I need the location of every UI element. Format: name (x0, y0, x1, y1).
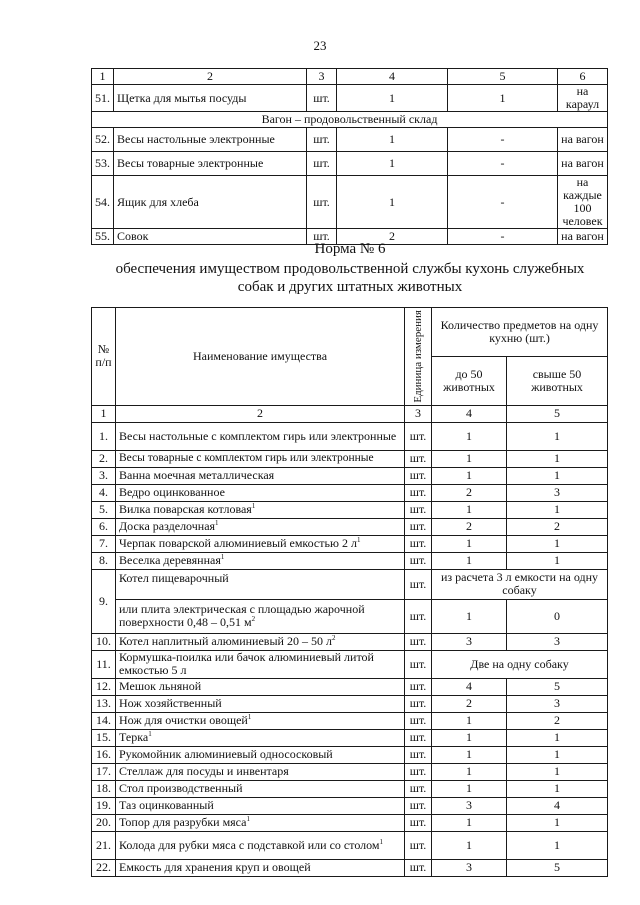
item-name: Терка (119, 730, 149, 745)
table-row (92, 484, 608, 501)
footnote-mark: 1 (148, 730, 152, 739)
unit: шт. (405, 501, 432, 518)
table-row (92, 518, 608, 535)
item-name: Ящик для хлеба (114, 176, 307, 229)
footnote-mark: 1 (251, 502, 256, 511)
header-unit-text: Единица измерения (411, 310, 424, 403)
value-col6: на вагон (558, 229, 608, 245)
unit: шт. (405, 712, 432, 729)
unit: шт. (405, 695, 432, 712)
table-row (92, 678, 608, 695)
item-name: Черпак поварской алюминиевый емкостью 2 л (119, 536, 357, 551)
value-col6: на вагон (558, 128, 608, 152)
qty-over-50: 1 (507, 501, 608, 518)
value-col4: 2 (337, 229, 448, 245)
qty-up-to-50: 3 (432, 633, 507, 650)
table-row (92, 152, 608, 176)
unit: шт. (405, 814, 432, 831)
qty-up-to-50: 1 (432, 729, 507, 746)
footnote-mark: 2 (331, 634, 336, 643)
qty-over-50: 5 (507, 678, 608, 695)
header-row (92, 308, 608, 357)
row-number: 53. (92, 152, 114, 176)
value-col4: 1 (337, 128, 448, 152)
item-name: Ведро оцинкованное (116, 484, 405, 501)
item-name: Таз оцинкованный (116, 797, 405, 814)
table-row (92, 729, 608, 746)
header-cell: 3 (307, 69, 337, 85)
header-number-row (92, 69, 608, 85)
qty-up-to-50: 2 (432, 518, 507, 535)
item-name-cell (116, 535, 405, 552)
header-up-to-50: до 50 животных (432, 356, 507, 405)
unit: шт. (307, 229, 337, 245)
row-number: 3. (92, 467, 116, 484)
row-number: 51. (92, 85, 114, 112)
item-name: Весы настольные с комплектом гирь или электронные (116, 422, 405, 450)
table-row (92, 814, 608, 831)
row-number: 12. (92, 678, 116, 695)
norm-table (91, 307, 608, 877)
footnote-mark: 1 (246, 815, 250, 824)
header-cell: 1 (92, 405, 116, 422)
row-number: 14. (92, 712, 116, 729)
qty-over-50: 1 (507, 450, 608, 467)
qty-over-50: 1 (507, 746, 608, 763)
table-row (92, 128, 608, 152)
item-name: Мешок льняной (116, 678, 405, 695)
table-row (92, 535, 608, 552)
header-cell: 5 (448, 69, 558, 85)
item-name-cell (116, 599, 405, 633)
item-name-cell (116, 712, 405, 729)
unit: шт. (405, 729, 432, 746)
item-name: Топор для разрубки мяса (119, 815, 247, 830)
section-row (92, 112, 608, 128)
unit: шт. (307, 85, 337, 112)
page-number: 23 (313, 38, 327, 53)
qty-up-to-50: 1 (432, 535, 507, 552)
qty-up-to-50: 3 (432, 859, 507, 876)
item-name-cell (116, 552, 405, 569)
item-name: Веселка деревянная (119, 553, 221, 568)
qty-merged: Две на одну собаку (432, 650, 608, 678)
unit: шт. (405, 467, 432, 484)
header-cell: 5 (507, 405, 608, 422)
unit: шт. (307, 128, 337, 152)
qty-over-50: 5 (507, 859, 608, 876)
item-name: Весы товарные с комплектом гирь или электронные (116, 450, 405, 467)
item-name: Котел наплитный алюминиевый 20 – 50 л (119, 634, 332, 649)
item-name: Котел пищеварочный (116, 569, 405, 599)
qty-up-to-50: 1 (432, 831, 507, 859)
row-number: 20. (92, 814, 116, 831)
item-name: Ванна моечная металлическая (116, 467, 405, 484)
item-name: Кормушка-поилка или бачок алюминиевый литой емкостью 5 л (116, 650, 405, 678)
unit: шт. (405, 780, 432, 797)
qty-up-to-50: 2 (432, 695, 507, 712)
qty-over-50: 1 (507, 535, 608, 552)
unit: шт. (405, 678, 432, 695)
table-row (92, 797, 608, 814)
table-row (92, 831, 608, 859)
qty-up-to-50: 1 (432, 780, 507, 797)
value-col5: - (448, 152, 558, 176)
value-col4: 1 (337, 85, 448, 112)
unit: шт. (405, 552, 432, 569)
qty-up-to-50: 1 (432, 712, 507, 729)
row-number: 6. (92, 518, 116, 535)
header-unit (405, 308, 432, 406)
row-number: 7. (92, 535, 116, 552)
value-col4: 1 (337, 176, 448, 229)
item-name: Весы товарные электронные (114, 152, 307, 176)
item-name-cell (116, 518, 405, 535)
item-name: Весы настольные электронные (114, 128, 307, 152)
qty-up-to-50: 1 (432, 746, 507, 763)
norm-title: Норма № 6 (314, 241, 386, 257)
qty-over-50: 0 (507, 599, 608, 633)
unit: шт. (405, 859, 432, 876)
norm-subtitle-line2: собак и других штатных животных (237, 279, 463, 295)
row-number: 10. (92, 633, 116, 650)
item-name: Емкость для хранения круп и овощей (116, 859, 405, 876)
qty-over-50: 2 (507, 518, 608, 535)
qty-over-50: 1 (507, 831, 608, 859)
table-row (92, 780, 608, 797)
row-number: 19. (92, 797, 116, 814)
qty-over-50: 1 (507, 467, 608, 484)
table-row (92, 599, 608, 633)
table-row (92, 746, 608, 763)
unit: шт. (405, 535, 432, 552)
header-cell: 4 (337, 69, 448, 85)
row-number: 21. (92, 831, 116, 859)
table-row (92, 85, 608, 112)
row-number: 2. (92, 450, 116, 467)
qty-over-50: 1 (507, 814, 608, 831)
row-number: 22. (92, 859, 116, 876)
qty-up-to-50: 3 (432, 797, 507, 814)
value-col5: 1 (448, 85, 558, 112)
row-number: 8. (92, 552, 116, 569)
item-name-cell (116, 814, 405, 831)
qty-over-50: 3 (507, 484, 608, 501)
table-row (92, 501, 608, 518)
unit: шт. (405, 746, 432, 763)
row-number: 9. (92, 569, 116, 633)
header-number-row (92, 405, 608, 422)
qty-up-to-50: 1 (432, 467, 507, 484)
header-qty: Количество предметов на одну кухню (шт.) (432, 308, 608, 357)
unit: шт. (405, 763, 432, 780)
header-name: Наименование имущества (116, 308, 405, 406)
footnote-mark: 1 (379, 837, 384, 846)
unit: шт. (307, 152, 337, 176)
header-cell: 3 (405, 405, 432, 422)
item-name-cell (116, 501, 405, 518)
unit: шт. (405, 831, 432, 859)
table-row (92, 450, 608, 467)
row-number: 18. (92, 780, 116, 797)
value-col4: 1 (337, 152, 448, 176)
footnote-mark: 1 (247, 713, 252, 722)
value-col6: на каждые 100 человек (558, 176, 608, 229)
table-row (92, 633, 608, 650)
table-row (92, 712, 608, 729)
unit: шт. (405, 650, 432, 678)
item-name: Доска разделочная (119, 519, 216, 534)
table-row (92, 763, 608, 780)
table-row (92, 569, 608, 599)
table-row (92, 552, 608, 569)
item-name: Вилка поварская котловая (119, 502, 252, 517)
qty-up-to-50: 2 (432, 484, 507, 501)
row-number: 54. (92, 176, 114, 229)
unit: шт. (405, 518, 432, 535)
item-name-cell (116, 633, 405, 650)
qty-over-50: 2 (507, 712, 608, 729)
table-row (92, 422, 608, 450)
row-number: 55. (92, 229, 114, 245)
unit: шт. (405, 450, 432, 467)
header-cell: 2 (114, 69, 307, 85)
qty-merged: из расчета 3 л емкости на одну собаку (432, 569, 608, 599)
header-cell: 1 (92, 69, 114, 85)
row-number: 52. (92, 128, 114, 152)
qty-over-50: 1 (507, 422, 608, 450)
item-name: Колода для рубки мяса с подставкой или со столом (119, 837, 380, 852)
header-num: № п/п (92, 308, 116, 406)
norm-subtitle-line1: обеспечения имуществом продовольственной службы кухонь служебных (115, 261, 585, 277)
header-cell: 2 (116, 405, 405, 422)
item-name-cell (116, 831, 405, 859)
value-col5: - (448, 176, 558, 229)
qty-up-to-50: 1 (432, 450, 507, 467)
row-number: 17. (92, 763, 116, 780)
section-heading: Вагон – продовольственный склад (92, 112, 608, 128)
qty-up-to-50: 1 (432, 501, 507, 518)
unit: шт. (405, 484, 432, 501)
item-name: Щетка для мытья посуды (114, 85, 307, 112)
unit: шт. (405, 599, 432, 633)
unit: шт. (405, 797, 432, 814)
continuation-table (91, 68, 608, 245)
unit: шт. (307, 176, 337, 229)
value-col6: на вагон (558, 152, 608, 176)
table-row (92, 176, 608, 229)
qty-over-50: 1 (507, 780, 608, 797)
row-number: 1. (92, 422, 116, 450)
qty-over-50: 3 (507, 695, 608, 712)
table-row (92, 650, 608, 678)
footnote-mark: 1 (220, 553, 225, 562)
value-col5: - (448, 128, 558, 152)
row-number: 4. (92, 484, 116, 501)
item-name: Нож хозяйственный (116, 695, 405, 712)
qty-up-to-50: 1 (432, 763, 507, 780)
row-number: 11. (92, 650, 116, 678)
qty-up-to-50: 1 (432, 552, 507, 569)
value-col6: на караул (558, 85, 608, 112)
item-name: Рукомойник алюминиевый однососковый (116, 746, 405, 763)
unit: шт. (405, 633, 432, 650)
header-cell: 4 (432, 405, 507, 422)
item-name: Стеллаж для посуды и инвентаря (116, 763, 405, 780)
item-name: или плита электрическая с площадью жарочной поверхности 0,48 – 0,51 м (119, 602, 365, 630)
value-col5: - (448, 229, 558, 245)
qty-up-to-50: 1 (432, 814, 507, 831)
unit: шт. (405, 569, 432, 599)
table-row (92, 467, 608, 484)
qty-over-50: 1 (507, 763, 608, 780)
table-row (92, 859, 608, 876)
table-row (92, 695, 608, 712)
qty-up-to-50: 1 (432, 422, 507, 450)
qty-over-50: 1 (507, 729, 608, 746)
qty-up-to-50: 4 (432, 678, 507, 695)
unit: шт. (405, 422, 432, 450)
row-number: 16. (92, 746, 116, 763)
header-cell: 6 (558, 69, 608, 85)
item-name: Стол производственный (116, 780, 405, 797)
item-name: Нож для очистки овощей (119, 713, 248, 728)
footnote-mark: 2 (251, 615, 256, 624)
qty-over-50: 4 (507, 797, 608, 814)
item-name: Совок (114, 229, 307, 245)
footnote-mark: 1 (215, 519, 219, 528)
row-number: 5. (92, 501, 116, 518)
row-number: 15. (92, 729, 116, 746)
qty-up-to-50: 1 (432, 599, 507, 633)
footnote-mark: 1 (356, 536, 361, 545)
qty-over-50: 3 (507, 633, 608, 650)
item-name-cell (116, 729, 405, 746)
row-number: 13. (92, 695, 116, 712)
header-over-50: свыше 50 животных (507, 356, 608, 405)
qty-over-50: 1 (507, 552, 608, 569)
